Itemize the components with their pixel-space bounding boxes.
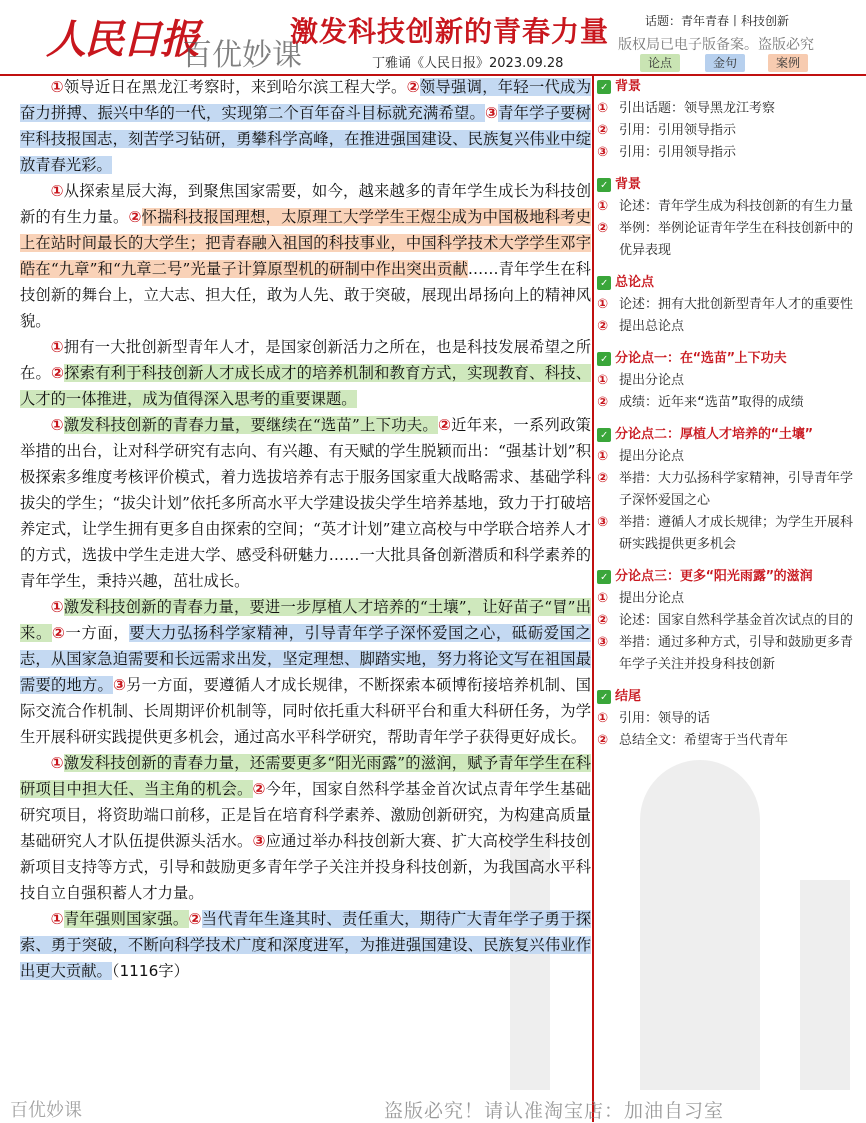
- sentence: ……青年学生在科技创新的舞台上，立大志、担大任，敢为人先、敢于突破，展现出昂扬向上的精神风貌。: [20, 260, 591, 330]
- argument-highlight: 探索有利于科技创新人才成长成才的培养机制和教育方式，实现教育、科技、人才的一体推进，成为值得深入思考的重要课题。: [20, 364, 591, 408]
- outline-item-number: ②: [597, 395, 609, 410]
- article-body: [20, 74, 591, 984]
- newspaper-logo: 人民日报: [46, 16, 198, 63]
- outline-item-text: 举例：举例论证青年学生在科技创新中的优异表现: [619, 221, 854, 258]
- sentence: 领导近日在黑龙江考察时，来到哈尔滨工程大学。: [63, 78, 407, 96]
- outline-item: [597, 512, 861, 556]
- paragraph-3: [20, 334, 591, 412]
- outline-heading-text: 总论点: [615, 275, 655, 290]
- column-divider: [592, 74, 594, 1122]
- outline-item-number: ①: [597, 373, 609, 388]
- quote-highlight: 青年学子要树牢科技报国志，刻苦学习钻研，勇攀科学高峰，在推进强国建设、民族复兴伟业中绽放青春光彩。: [20, 104, 591, 174]
- outline-item-number: ③: [597, 145, 609, 160]
- outline-heading-text: 分论点一：在“选苗”上下功夫: [615, 351, 787, 366]
- outline-heading-text: 分论点二：厚植人才培养的“土壤”: [615, 427, 813, 442]
- quote-highlight: 领导强调，年轻一代成为奋力拼搏、振兴中华的一代，实现第二个百年奋斗目标就充满希望。: [20, 78, 592, 122]
- outline-item: [597, 588, 861, 610]
- sentence-number: ①: [50, 910, 64, 928]
- outline-item-number: ③: [597, 515, 609, 530]
- check-icon: ✓: [597, 352, 611, 366]
- argument-highlight: 青年强则国家强。: [63, 910, 189, 928]
- paragraph-6: [20, 750, 591, 906]
- sentence: 近年来，一系列政策举措的出台，让对科学研究有志向、有兴趣、有天赋的学生脱颖而出：“强基计划”积极探索多维度考核评价模式，着力选拔培养有志于服务国家重大战略需求、基础学科拔尖的学生；“拔尖计划”依托多所高水平大学建设拔尖学生培养基地，致力于打破培养定式，让学生拥有更多自由探索的空间；“英才计划”建立高校与中学联合培养人才的方式，选拔中学生走进大学、感受科研魅力……一大批具备创新潜质和科学素养的青年学生，秉持兴趣，茁壮成长。: [20, 416, 591, 590]
- outline-section: [597, 686, 861, 752]
- check-icon: ✓: [597, 276, 611, 290]
- sentence-number: ②: [128, 208, 142, 226]
- outline-item-number: ①: [597, 297, 609, 312]
- sentence: 应通过举办科技创新大赛、扩大高校学生科技创新项目支持等方式，引导和鼓励更多青年学子关注并投身科技创新，为我国高水平科技自立自强积蓄人才力量。: [20, 832, 591, 902]
- argument-highlight: 激发科技创新的青春力量，要继续在“选苗”上下功夫。: [63, 416, 438, 434]
- outline-item-text: 举措：大力弘扬科学家精神，引导青年学子深怀爱国之心: [619, 471, 854, 508]
- outline-section-heading: [597, 272, 861, 294]
- sentence-number: ③: [113, 676, 127, 694]
- piracy-banner: 盗版必究！请认准淘宝店：加油自习室: [384, 1100, 725, 1122]
- outline-item-text: 引用：引用领导指示: [619, 123, 737, 138]
- outline-section: [597, 76, 861, 164]
- check-icon: ✓: [597, 690, 611, 704]
- sentence-number: ①: [50, 338, 64, 356]
- outline-item-number: ②: [597, 123, 609, 138]
- sentence-number: ②: [252, 780, 266, 798]
- outline-item-text: 引出话题：领导黑龙江考察: [619, 101, 776, 116]
- outline-item-text: 提出分论点: [619, 373, 685, 388]
- outline-item-text: 总结全文：希望寄于当代青年: [619, 733, 789, 748]
- outline-item-text: 引用：领导的话: [619, 711, 711, 726]
- watermark-shape: [800, 880, 850, 1090]
- outline-item-text: 论述：拥有大批创新型青年人才的重要性: [619, 297, 854, 312]
- outline-item-number: ①: [597, 591, 609, 606]
- outline-item: [597, 468, 861, 512]
- outline-section: [597, 424, 861, 556]
- outline-section-heading: [597, 424, 861, 446]
- outline-item: [597, 120, 861, 142]
- quote-highlight: 当代青年生逢其时、责任重大，期待广大青年学子勇于探索、勇于突破，不断向科学技术广度和深度进军，为推进强国建设、民族复兴伟业作出更大贡献。: [20, 910, 592, 980]
- sentence-number: ③: [252, 832, 266, 850]
- footer-watermark: 百优妙课: [10, 1100, 82, 1121]
- outline-item-number: ①: [597, 101, 609, 116]
- watermark-shape: [640, 760, 760, 1090]
- paragraph-5: [20, 594, 591, 750]
- paragraph-1: [20, 74, 591, 178]
- outline-item-text: 引用：引用领导指示: [619, 145, 737, 160]
- sentence-number: ①: [50, 182, 64, 200]
- quote-highlight: 要大力弘扬科学家精神，引导青年学子深怀爱国之心，砥砺爱国之志，从国家急迫需要和长远需求出发，坚定理想、脚踏实地，努力将论文写在祖国最需要的地方。: [20, 624, 591, 694]
- outline-item-number: ①: [597, 199, 609, 214]
- word-count: （1116字）: [111, 962, 189, 980]
- outline-item-text: 论述：青年学生成为科技创新的有生力量: [619, 199, 854, 214]
- outline-item-number: ②: [597, 471, 609, 486]
- sentence-number: ②: [406, 78, 420, 96]
- outline-section-heading: [597, 566, 861, 588]
- outline-section-heading: [597, 686, 861, 708]
- outline-item-number: ②: [597, 613, 609, 628]
- argument-highlight: 激发科技创新的青春力量，还需要更多“阳光雨露”的滋润，赋予青年学生在科研项目中担大任、当主角的机会。: [20, 754, 591, 798]
- legend-case: 案例: [768, 54, 808, 72]
- outline-item-text: 举措：通过多种方式，引导和鼓励更多青年学子关注并投身科技创新: [619, 635, 854, 672]
- outline-item: [597, 196, 861, 218]
- sentence: 另一方面，要遵循人才成长规律，不断探索本硕博衔接培养机制、国际交流合作机制、长周期评价机制等，同时依托重大科研平台和重大科研任务，为学生开展科研实践提供更多机会，通过高水平科学研究，帮助青年学子获得更好成长。: [20, 676, 591, 746]
- legend-argument: 论点: [640, 54, 680, 72]
- check-icon: ✓: [597, 178, 611, 192]
- page-title: 激发科技创新的青春力量: [290, 15, 610, 48]
- sentence-number: ①: [50, 598, 64, 616]
- argument-highlight: 激发科技创新的青春力量，要进一步厚植人才培养的“土壤”，让好苗子“冒”出来。: [20, 598, 591, 642]
- sentence-number: ①: [50, 416, 64, 434]
- byline: 丁雅诵《人民日报》2023.09.28: [372, 56, 564, 71]
- paragraph-2: [20, 178, 591, 334]
- outline-item-text: 举措：遵循人才成长规律；为学生开展科研实践提供更多机会: [619, 515, 854, 552]
- outline-heading-text: 背景: [615, 79, 642, 94]
- outline-section: [597, 174, 861, 262]
- header: [0, 0, 866, 76]
- sentence: 拥有一大批创新型青年人才，是国家创新活力之所在，也是科技发展希望之所在。: [20, 338, 591, 382]
- outline-sidebar: [597, 76, 861, 762]
- outline-item: [597, 98, 861, 120]
- case-highlight: 怀揣科技报国理想，太原理工大学学生王煜尘成为中国极地科考史上在站时间最长的大学生；把青春融入祖国的科技事业，中国科学技术大学学生邓宇皓在“九章”和“九章二号”光量子计算原型机的研制中作出突出贡献: [20, 208, 591, 278]
- outline-heading-text: 背景: [615, 177, 642, 192]
- outline-item-text: 提出分论点: [619, 449, 685, 464]
- outline-item-number: ②: [597, 221, 609, 236]
- watermark-text: 百优妙课: [182, 38, 302, 73]
- check-icon: ✓: [597, 428, 611, 442]
- sentence: 从探索星辰大海，到聚焦国家需要，如今，越来越多的青年学生成长为科技创新的有生力量。: [20, 182, 591, 226]
- sentence-number: ②: [51, 364, 65, 382]
- check-icon: ✓: [597, 80, 611, 94]
- topic-label: 话题：青年青春丨科技创新: [645, 14, 790, 28]
- outline-item: [597, 730, 861, 752]
- outline-section: [597, 348, 861, 414]
- paragraph-7: [20, 906, 591, 984]
- check-icon: ✓: [597, 570, 611, 584]
- sentence-number: ①: [50, 754, 64, 772]
- outline-item: [597, 708, 861, 730]
- outline-item: [597, 632, 861, 676]
- outline-item-text: 提出总论点: [619, 319, 685, 334]
- outline-item: [597, 142, 861, 164]
- outline-item-text: 提出分论点: [619, 591, 685, 606]
- sentence-number: ③: [485, 104, 499, 122]
- legend-quote: 金句: [705, 54, 745, 72]
- outline-item: [597, 370, 861, 392]
- outline-item: [597, 218, 861, 262]
- outline-item-number: ②: [597, 733, 609, 748]
- outline-item-text: 论述：国家自然科学基金首次试点的目的: [619, 613, 854, 628]
- sentence-number: ①: [50, 78, 64, 96]
- outline-item: [597, 392, 861, 414]
- outline-item: [597, 294, 861, 316]
- outline-heading-text: 分论点三：更多“阳光雨露”的滋润: [615, 569, 813, 584]
- sentence-number: ②: [51, 624, 66, 642]
- outline-item: [597, 316, 861, 338]
- sentence: 今年，国家自然科学基金首次试点青年学生基础研究项目，将资助端口前移，正是旨在培育科学素养、激励创新研究，为构建高质量基础研究人才队伍提供源头活水。: [20, 780, 591, 850]
- sentence: 一方面，: [65, 624, 130, 642]
- outline-section-heading: [597, 76, 861, 98]
- outline-heading-text: 结尾: [615, 689, 642, 704]
- outline-section: [597, 272, 861, 338]
- outline-item-text: 成绩：近年来“选苗”取得的成绩: [619, 395, 804, 410]
- outline-item-number: ③: [597, 635, 609, 650]
- sentence-number: ②: [188, 910, 202, 928]
- outline-item-number: ①: [597, 711, 609, 726]
- outline-item: [597, 446, 861, 468]
- outline-section: [597, 566, 861, 676]
- outline-section-heading: [597, 174, 861, 196]
- copyright-notice: 版权局已电子版备案。盗版必究: [618, 37, 814, 53]
- sentence-number: ②: [437, 416, 452, 434]
- outline-item: [597, 610, 861, 632]
- outline-item-number: ②: [597, 319, 609, 334]
- outline-item-number: ①: [597, 449, 609, 464]
- outline-section-heading: [597, 348, 861, 370]
- paragraph-4: [20, 412, 591, 594]
